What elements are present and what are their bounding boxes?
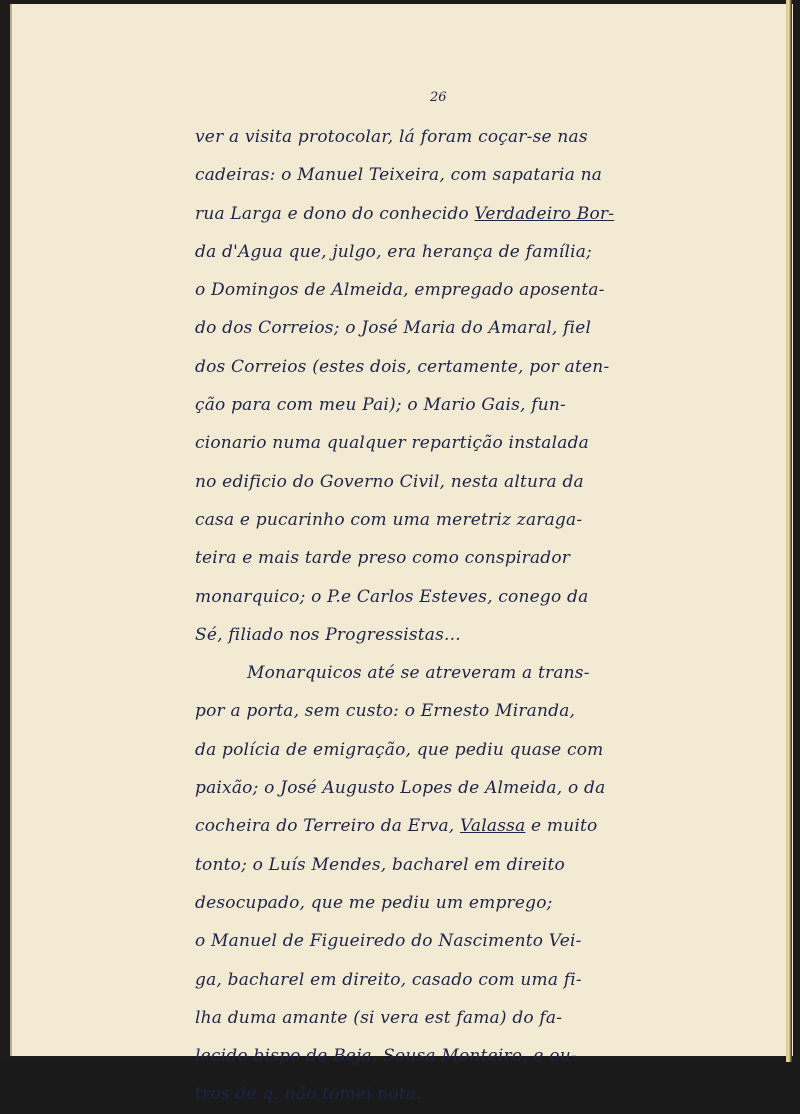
text-line: dos Correios (estes dois, certamente, por aten- — [195, 356, 610, 377]
text-line-part: rua Larga e dono do conhecido — [195, 203, 475, 224]
text-line: ção para com meu Pai); o Mario Gais, fun- — [195, 395, 567, 416]
text-line: teira e mais tarde preso como conspirador — [195, 548, 571, 569]
text-line: no edificio do Governo Civil, nesta altura da — [195, 471, 584, 492]
text-line: cadeiras: o Manuel Teixeira, com sapataria na — [195, 165, 603, 186]
text-line: ga, bacharel em direito, casado com uma fi- — [195, 969, 582, 990]
text-line: cionario numa qualquer repartição instalada — [195, 433, 590, 454]
text-line: tonto; o Luís Mendes, bacharel em direito — [195, 854, 565, 875]
text-line: paixão; o José Augusto Lopes de Almeida, o da — [195, 778, 606, 799]
text-line: tros de q. não tomei nota. — [195, 1084, 422, 1105]
text-line: o Domingos de Almeida, empregado aposenta- — [195, 280, 605, 301]
text-line-paragraph-start: Monarquicos até se atreveram a trans- — [247, 663, 590, 684]
handwritten-text-block — [195, 118, 680, 1114]
text-line-part: e muito — [525, 816, 598, 837]
text-line: desocupado, que me pediu um emprego; — [195, 892, 553, 913]
text-line: lecido bispo de Beja, Sousa Monteiro, e ou- — [195, 1046, 577, 1067]
text-line: monarquico; o P.e Carlos Esteves, conego da — [195, 586, 589, 607]
page-edge-shadow — [786, 0, 792, 1062]
text-line: Sé, filiado nos Progressistas... — [195, 624, 461, 645]
manuscript-page — [10, 4, 793, 1105]
underlined-title: Verdadeiro Bor- — [474, 203, 615, 224]
underlined-word: Valassa — [460, 816, 526, 837]
page-number: 26 — [430, 90, 447, 105]
text-line: ver a visita protocolar, lá foram coçar-se nas — [195, 127, 588, 147]
text-line: da d'Agua que, julgo, era herança de família; — [195, 241, 592, 262]
text-line: da polícia de emigração, que pediu quase com — [195, 739, 604, 760]
text-line: o Manuel de Figueiredo do Nascimento Vei- — [195, 931, 582, 952]
text-line: por a porta, sem custo: o Ernesto Miranda, — [195, 701, 576, 722]
text-line: casa e pucarinho com uma meretriz zaraga- — [195, 509, 583, 530]
text-line — [195, 195, 680, 233]
text-line: lha duma amante (si vera est fama) do fa- — [195, 1007, 563, 1028]
text-line — [195, 807, 680, 845]
text-line-part: cocheira do Terreiro da Erva, — [195, 816, 461, 837]
text-line: do dos Correios; o José Maria do Amaral, fiel — [195, 318, 592, 339]
